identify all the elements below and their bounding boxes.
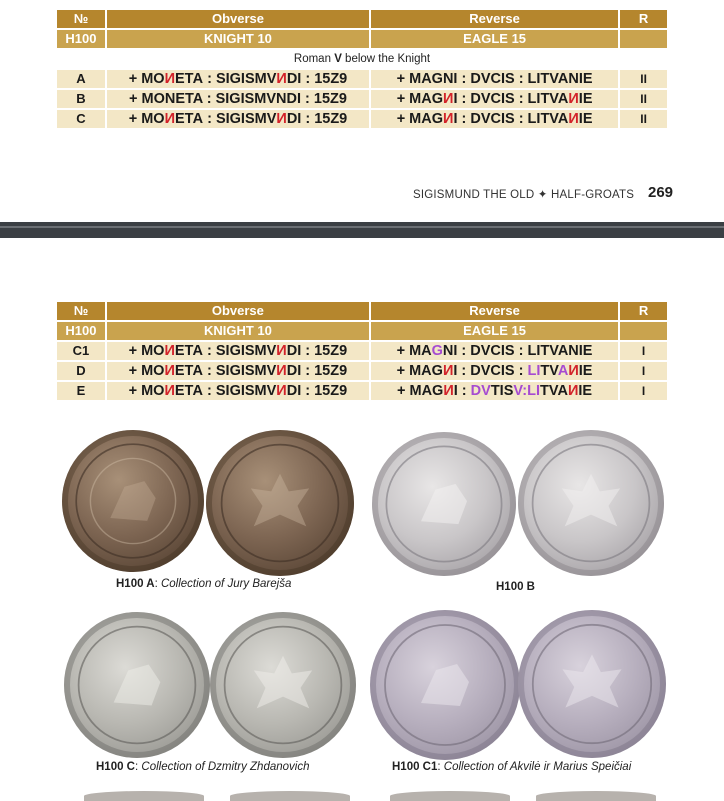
table-row [57,362,667,380]
type-reverse: EAGLE 15 [371,322,618,340]
caption-h100-b: H100 B [496,581,535,593]
coin-photo-c-obverse [64,612,210,758]
rarity: II [620,90,667,108]
reverse-legend: + MAGNI : DVCIS : LITVANIE [371,70,618,88]
reverse-legend: + MAGNI : DVCIS : LITVANIE [371,342,618,360]
next-coin-row-edge [60,791,664,801]
table-row [57,110,667,128]
variety-table-bottom [55,300,669,402]
header-reverse: Reverse [371,302,618,320]
table-row [57,90,667,108]
rarity: II [620,110,667,128]
coin-photo-c-reverse [210,612,356,758]
type-rarity-empty [620,30,667,48]
reverse-legend: + MAGИI : DVTISV:LITVAИIE [371,382,618,400]
header-reverse: Reverse [371,10,618,28]
rarity: I [620,382,667,400]
obverse-legend: + МОИЕТА : SIGISMVИDI : 15Z9 [107,70,369,88]
row-label: A [57,70,105,88]
coin-photo-b-reverse [518,430,664,576]
coin-photo-c1-reverse [518,610,666,758]
type-row [57,322,667,340]
header-rarity: R [620,302,667,320]
page-top [0,0,724,222]
obverse-legend: + МОИЕТА : SIGISMVИDI : 15Z9 [107,362,369,380]
type-reverse: EAGLE 15 [371,30,618,48]
header-obverse: Obverse [107,10,369,28]
obverse-legend: + МОИЕТА : SIGISMVИDI : 15Z9 [107,110,369,128]
row-label: E [57,382,105,400]
type-obverse: KNIGHT 10 [107,30,369,48]
note-row [57,50,667,68]
header-rarity: R [620,10,667,28]
table-header-row [57,302,667,320]
type-code: H100 [57,322,105,340]
obverse-legend: + МОИЕТА : SIGISMVИDI : 15Z9 [107,342,369,360]
type-rarity-empty [620,322,667,340]
header-no: № [57,302,105,320]
table-row [57,70,667,88]
rarity: II [620,70,667,88]
reverse-legend: + MAGИI : DVCIS : LITVAИIE [371,362,618,380]
row-label: C [57,110,105,128]
running-head: SIGISMUND THE OLD ✦ HALF-GROATS [413,189,635,201]
rarity: I [620,362,667,380]
table-row [57,342,667,360]
row-label: D [57,362,105,380]
caption-h100-a: H100 A: Collection of Jury Barejša [116,578,292,590]
coin-photo-c1-obverse [370,610,520,760]
page-separator [0,222,724,238]
header-obverse: Obverse [107,302,369,320]
reverse-legend: + MAGИI : DVCIS : LITVAИIE [371,90,618,108]
header-no: № [57,10,105,28]
obverse-legend: + MONETA : SIGISMVNDI : 15Z9 [107,90,369,108]
type-obverse: KNIGHT 10 [107,322,369,340]
coin-photo-a-obverse [62,430,204,572]
row-label: B [57,90,105,108]
variety-table-top [55,8,669,130]
coin-photo-a-reverse [206,430,354,576]
caption-h100-c1: H100 C1: Collection of Akvilė ir Marius Speičiai [392,761,632,773]
note-text: Roman V below the Knight [57,50,667,68]
coin-photo-b-obverse [372,432,516,576]
row-label: C1 [57,342,105,360]
type-row [57,30,667,48]
table-row [57,382,667,400]
caption-h100-c: H100 C: Collection of Dzmitry Zhdanovich [96,761,310,773]
type-code: H100 [57,30,105,48]
table-header-row [57,10,667,28]
page-number: 269 [648,184,674,201]
obverse-legend: + МОИЕТА : SIGISMVИDI : 15Z9 [107,382,369,400]
rarity: I [620,342,667,360]
reverse-legend: + MAGИI : DVCIS : LITVAИIE [371,110,618,128]
